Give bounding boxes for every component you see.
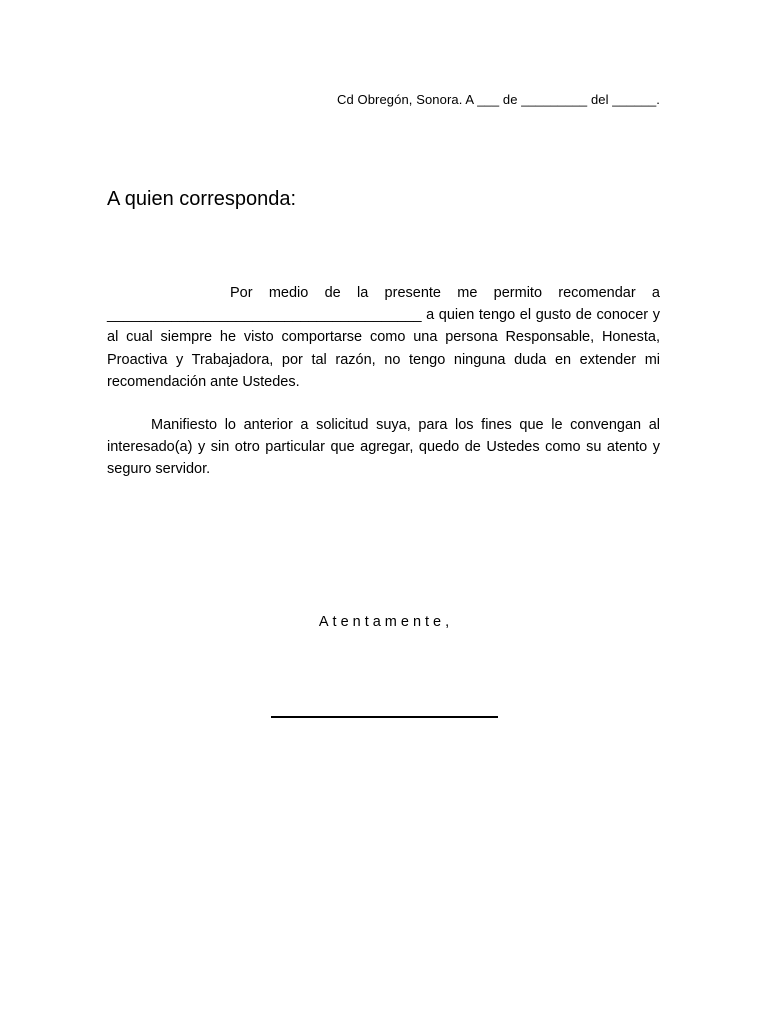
- recommendation-paragraph-text: Por medio de la presente me permito recomendar a _______________________________________ a quien tengo el gusto de conocer y al cual siempre he visto comportarse como una persona Responsable, Honesta, Proactiva y Trabajadora, por tal razón, no tengo ninguna duda en extender mi recomendación ante Ustedes.: [107, 285, 660, 390]
- date-line: Cd Obregón, Sonora. A ___ de _________ del ______.: [336, 92, 660, 107]
- salutation: A quien corresponda:: [107, 188, 297, 210]
- closing-paragraph-text: Manifiesto lo anterior a solicitud suya, para los fines que le convengan al interesado(a) y sin otro particular que agregar, quedo de Ustedes como su atento y seguro servidor.: [107, 417, 660, 478]
- signature-line: [271, 716, 498, 718]
- closing-paragraph: [107, 414, 660, 481]
- recommendation-paragraph: [107, 282, 660, 393]
- closing-salutation: Atentamente,: [318, 614, 454, 630]
